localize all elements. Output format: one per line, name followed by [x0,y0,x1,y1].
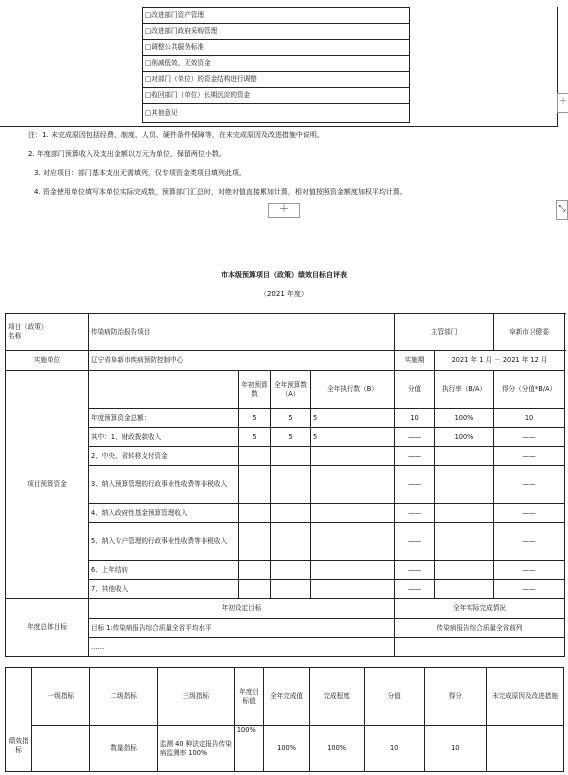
note-2: 2. 年度部门预算收入及支出金额以万元为单位，保留两位小数。 [28,150,226,158]
table-row: 4、纳入政府性基金预算管理收入 —— —— [6,504,565,523]
reasons-table [142,7,410,123]
perf-header-level2: 二级指标 [90,668,158,726]
project-name-label: 项目（政策） 名称 [6,314,89,351]
goal-actual-2 [395,638,565,657]
col-exec-rate: 执行率（B/A） [435,371,494,409]
reason-item: □改进部门资产管理 [143,8,410,24]
perf-header-reason: 未完成原因及改进措施 [486,668,563,726]
note-3: 3. 对应项目：部门基本支出无需填列，仅专项资金类项目填列此项。 [34,169,246,177]
table-row: 数量指标 监测 40 种法定报告传染病监测率 100% 100% 100% 100% 10 10 [6,726,564,772]
unit-value: 辽宁省阜新市疾病预防控制中心 [89,351,395,371]
resize-handle-icon[interactable]: ⤡ [556,200,568,220]
funds-header-blank [89,371,239,409]
col-full-exec: 全年执行数（B） [311,371,395,409]
table-row: 6、上年结转 —— —— [6,561,565,580]
add-row-button[interactable]: ＋ [268,203,300,218]
reason-item: □改进部门政府采购管理 [143,24,410,40]
col-full-budget: 全年预算数（A） [271,371,311,409]
perf-label: 绩效指标 [6,668,32,772]
goal-actual-1: 传染病报告综合质量全省前列 [395,619,565,638]
period-value: 2021 年 1 月 － 2021 年 12 月 [435,351,565,371]
note-1: 注：1. 未完成原因包括经费、制度、人员、硬件条件保障等，在未完成原因及改进措施中说明。 [28,131,324,139]
col-score-weight: 分值 [395,371,435,409]
reason-item: □削减低效、无效资金 [143,56,410,72]
unit-label: 实施单位 [6,351,89,371]
period-label: 实施期 [395,351,435,371]
perf-header-weight: 分值 [364,668,424,726]
perf-header-score: 得分 [424,668,486,726]
reason-item: □其他意见 [143,104,410,123]
form-year: （2021 年度） [259,290,309,298]
self-evaluation-table [5,313,565,657]
table-row: 其中：1、财政拨款收入 5 5 5 —— 100% —— [6,428,565,447]
add-column-handle[interactable]: ＋ [557,93,568,113]
table-row: 2、中央、省转移支付资金 —— —— [6,447,565,466]
reason-item: □对部门（单位）的资金结构进行调整 [143,72,410,88]
dept-value: 阜新市卫健委 [494,314,565,351]
col-score: 得分（分值*B/A） [494,371,565,409]
perf-header-target: 年度目标值 [234,668,264,726]
perf-header-actual: 全年完成值 [264,668,309,726]
funds-label: 项目预算资金 [6,371,89,599]
goal-planned-header: 年初设定目标 [89,599,395,619]
dept-label: 主管部门 [395,314,494,351]
performance-table [5,667,564,772]
table-row: 3、纳入预算管理的行政事业性收费等非税收入 —— —— [6,466,565,504]
goal-planned-2: …… [89,638,395,657]
perf-header-level3: 三级指标 [157,668,234,726]
table-row: 7、其他收入 —— —— [6,580,565,599]
project-name-value: 传染病防治报告项目 [89,314,395,351]
form-title: 市本级预算项目（政策）绩效目标自评表 [221,271,347,279]
goal-planned-1: 目标 1:传染病报告综合质量全省平均水平 [89,619,395,638]
reason-item: □调整公共服务标准 [143,40,410,56]
note-4: 4. 资金使用单位填写本单位实际完成数，预算部门汇总时，对绝对值直接累加计算，相对值按照资金额度加权平均计算。 [34,188,407,196]
table-row: 年度预算资金总额： 5 5 5 10 100% 10 [6,409,565,428]
goal-actual-header: 全年实际完成情况 [395,599,565,619]
col-initial-budget: 年初预算数 [239,371,271,409]
reason-item: □收回部门（单位）长期沉淀的资金 [143,88,410,104]
annual-goal-label: 年度总体目标 [6,599,89,657]
perf-header-level1: 一级指标 [32,668,90,726]
table-row: 5、纳入专户管理的行政事业性收费等非税收入 —— —— [6,523,565,561]
perf-header-completion: 完成程度 [309,668,364,726]
